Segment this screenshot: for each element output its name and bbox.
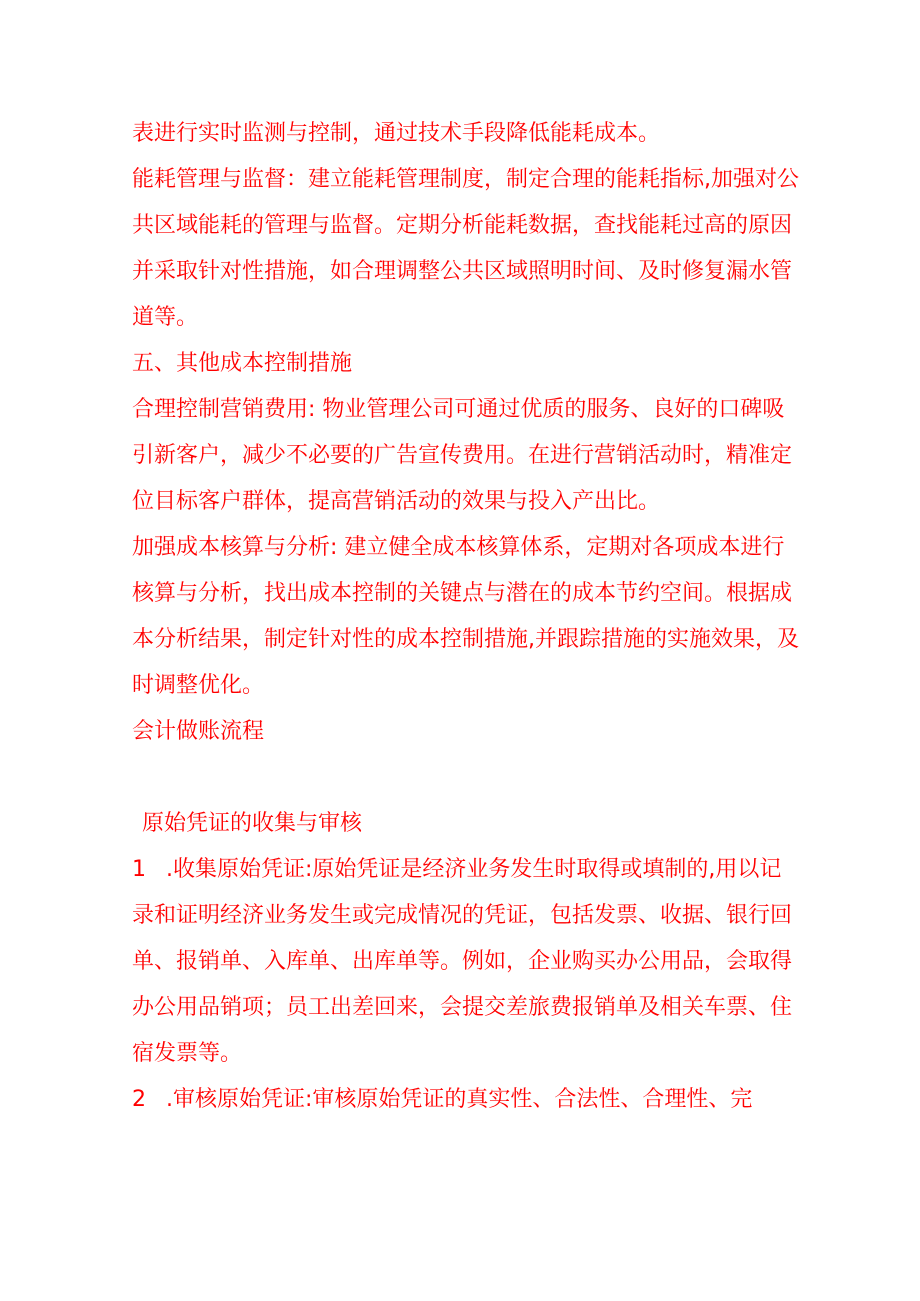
paragraph-energy-management: 能耗管理与监督：建立能耗管理制度，制定合理的能耗指标,加强对公共区域能耗的管理与监督。定期分析能耗数据，查找能耗过高的原因并采取针对性措施，如合理调整公共区域照明时间、及时修复漏水管道等。	[132, 167, 799, 330]
list-item-text: .审核原始凭证:审核原始凭证的真实性、合法性、合理性、完	[166, 1087, 753, 1112]
list-number: 1	[132, 857, 146, 882]
document-body	[132, 111, 802, 1123]
list-number: 2	[132, 1087, 146, 1112]
list-item-text: .收集原始凭证:原始凭证是经济业务发生时取得或填制的,用以记录和证明经济业务发生或完成情况的凭证，包括发票、收据、银行回单、报销单、入库单、出库单等。例如，企业购买办公用品，会取得办公用品销项；员工出差回来，会提交差旅费报销单及相关车票、住宿发票等。	[132, 857, 793, 1066]
paragraph-marketing-cost: 合理控制营销费用: 物业管理公司可通过优质的服务、良好的口碑吸引新客户，减少不必要的广告宣传费用。在进行营销活动时，精准定位目标客户群体，提高营销活动的效果与投入产出比。	[132, 397, 793, 514]
subheading-original-voucher: 原始凭证的收集与审核	[142, 811, 363, 836]
list-item-collect-voucher	[132, 847, 802, 1077]
list-item-review-voucher	[132, 1077, 802, 1123]
paragraph-energy-monitoring-end: 表进行实时监测与控制，通过技术手段降低能耗成本。	[132, 121, 661, 146]
paragraph-cost-accounting: 加强成本核算与分析: 建立健全成本核算体系，定期对各项成本进行核算与分析，找出成本控制的关键点与潜在的成本节约空间。根据成本分析结果，制定针对性的成本控制措施,并跟踪措施的实施效果，及时调整优化。	[132, 535, 799, 698]
section-heading-other-cost-control: 五、其他成本控制措施	[132, 351, 353, 376]
section-heading-accounting-process: 会计做账流程	[132, 719, 265, 744]
